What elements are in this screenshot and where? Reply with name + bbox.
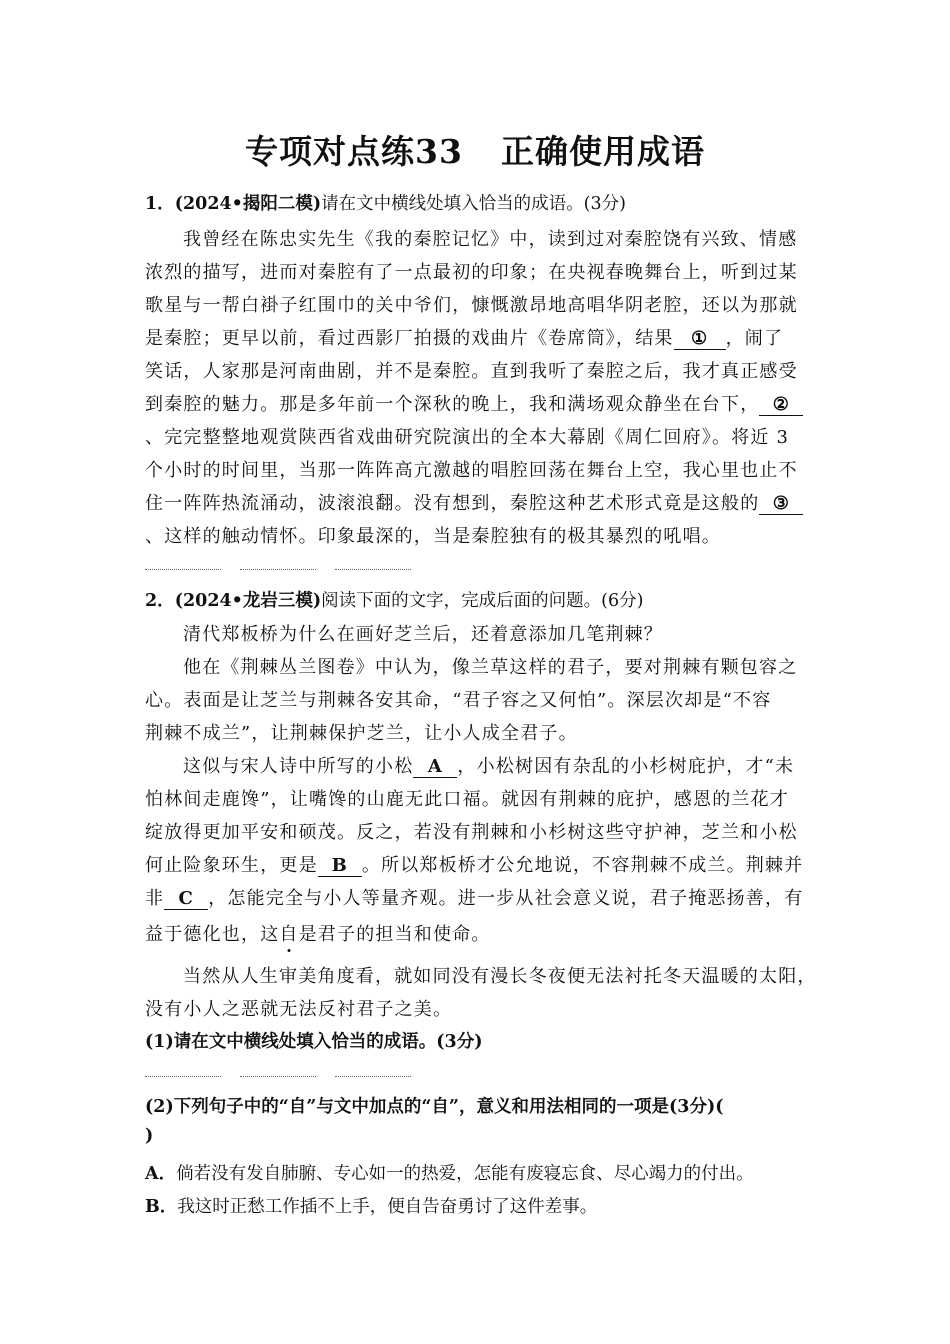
q1-text-line: 、完完整整地观赏陕西省戏曲研究院演出的全本大幕剧《周仁回府》。将近 3 xyxy=(145,427,790,448)
question-1-heading xyxy=(145,190,626,215)
q2-text-line: 这似与宋人诗中所写的小松 A ，小松树因有杂乱的小杉树庇护，才“未 xyxy=(183,756,795,777)
q2-text-line: 益于德化也，这自是君子的担当和使命。 xyxy=(145,924,491,945)
blank-3[interactable]: ③ xyxy=(759,494,803,515)
option-b-label: B． xyxy=(145,1197,178,1217)
blank-A[interactable]: A xyxy=(413,757,457,778)
q2-text-line: 清代郑板桥为什么在画好芝兰后，还着意添加几笔荆棘？ xyxy=(183,624,663,645)
q2-text-line: 怕林间走鹿馋”，让嘴馋的山鹿无此口福。就因有荆棘的庇护，感恩的兰花才 xyxy=(145,789,789,810)
question-source: (2024•龙岩三模) xyxy=(174,591,322,611)
q2-text-line: 没有小人之恶就无法反衬君子之美。 xyxy=(145,999,453,1020)
q2-text-line: 绽放得更加平安和硕茂。反之，若没有荆棘和小杉树这些守护神，芝兰和小松 xyxy=(145,822,798,843)
answer-line-3[interactable] xyxy=(335,569,411,570)
option-a-text: 倘若没有发自肺腑、专心如一的热爱，怎能有废寝忘食、尽心竭力的付出。 xyxy=(176,1164,754,1184)
blank-1[interactable]: ① xyxy=(674,329,726,350)
option-b[interactable] xyxy=(145,1193,597,1218)
option-b-text: 我这时正愁工作插不上手，便自告奋勇讨了这件差事。 xyxy=(177,1197,598,1217)
blank-B[interactable]: B xyxy=(318,856,362,877)
q1-text-line: 到秦腔的魅力。那是多年前一个深秋的晚上，我和满场观众静坐在台下， ② xyxy=(145,390,803,416)
title-sub: 正确使用成语 xyxy=(500,132,705,171)
sub-question-2: (2)下列句子中的“自”与文中加点的“自”，意义和用法相同的一项是(3分)( xyxy=(145,1097,724,1117)
q1-text-line: 笑话，人家那是河南曲剧，并不是秦腔。直到我听了秦腔之后，我才真正感受 xyxy=(145,361,798,382)
q1-text-line: 个小时的时间里，当那一阵阵高亢激越的唱腔回荡在舞台上空，我心里也止不 xyxy=(145,460,798,481)
blank-2[interactable]: ② xyxy=(759,395,803,416)
question-prompt: 请在文中横线处填入恰当的成语。(3分) xyxy=(321,194,626,214)
emphasis-dot-char: 自 xyxy=(279,924,299,945)
sub-question-1: (1)请在文中横线处填入恰当的成语。(3分) xyxy=(145,1032,483,1052)
q1-text-line: 我曾经在陈忠实先生《我的秦腔记忆》中，读到过对秦腔饶有兴致、情感 xyxy=(183,229,798,250)
question-source: (2024•揭阳二模) xyxy=(174,194,322,214)
question-prompt: 阅读下面的文字，完成后面的问题。(6分) xyxy=(321,591,644,611)
title-main: 专项对点练33 xyxy=(245,132,463,171)
q1-text-line: 浓烈的描写，进而对秦腔有了一点最初的印象；在央视春晚舞台上，听到过某 xyxy=(145,262,798,283)
answer-line-C[interactable] xyxy=(335,1076,411,1077)
question-number: 2． xyxy=(145,591,175,611)
option-a-label: A． xyxy=(145,1164,177,1184)
q2-text-line: 他在《荆棘丛兰图卷》中认为，像兰草这样的君子，要对荆棘有颗包容之 xyxy=(183,657,798,678)
q1-text-line: 歌星与一帮白褂子红围巾的关中爷们，慷慨激昂地高唱华阴老腔，还以为那就 xyxy=(145,295,798,316)
sub-question-2-close: ) xyxy=(145,1126,154,1146)
q2-text-line: 荆棘不成兰”，让荆棘保护芝兰，让小人成全君子。 xyxy=(145,723,578,744)
q2-text-line: 当然从人生审美角度看，就如同没有漫长冬夜便无法衬托冬天温暖的太阳， xyxy=(183,966,817,987)
answer-line-1[interactable] xyxy=(145,569,221,570)
question-2-heading xyxy=(145,587,643,612)
answer-line-2[interactable] xyxy=(240,569,316,570)
q1-text-line: 住一阵阵热流涌动，波滚浪翻。没有想到，秦腔这种艺术形式竟是这般的 ③ xyxy=(145,489,803,515)
option-a[interactable] xyxy=(145,1160,754,1185)
q1-text-line: 是秦腔；更早以前，看过西影厂拍摄的戏曲片《卷席筒》，结果 ① ，闹了 xyxy=(145,328,784,349)
question-number: 1． xyxy=(145,194,175,214)
q1-text-line: 、这样的触动情怀。印象最深的，当是秦腔独有的极其暴烈的吼唱。 xyxy=(145,526,721,547)
q2-text-line: 何止险象环生，更是 B 。所以郑板桥才公允地说，不容荆棘不成兰。荆棘并 xyxy=(145,855,804,876)
q2-text-line: 非 C ，怎能完全与小人等量齐观。进一步从社会意义说，君子掩恶扬善，有 xyxy=(145,888,804,909)
answer-line-A[interactable] xyxy=(145,1076,221,1077)
page-title xyxy=(0,126,950,173)
answer-line-B[interactable] xyxy=(240,1076,316,1077)
blank-C[interactable]: C xyxy=(164,889,208,910)
q2-text-line: 心。表面是让芝兰与荆棘各安其命，“君子容之又何怕”。深层次却是“不容 xyxy=(145,690,772,711)
